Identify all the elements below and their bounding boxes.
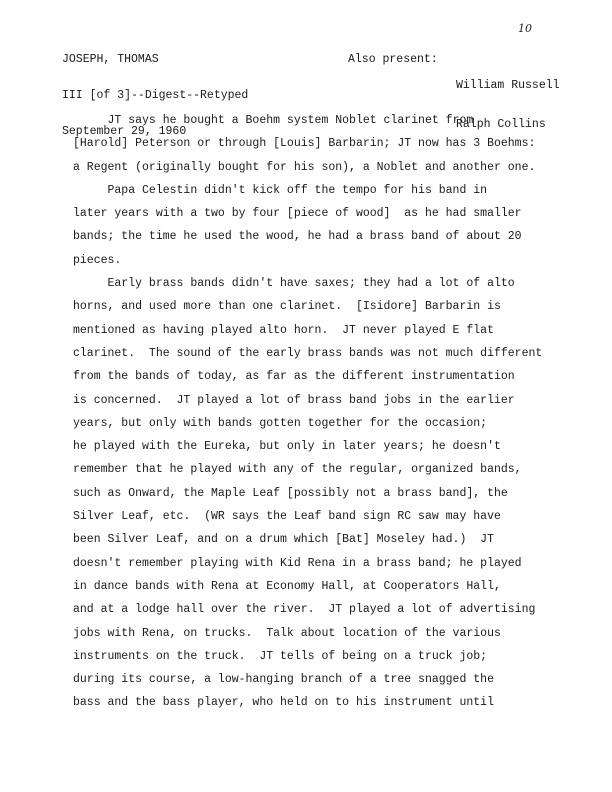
text-line: JT says he bought a Boehm system Noblet clarinet from bbox=[73, 114, 474, 127]
text-line: years, but only with bands gotten together for the occasion; bbox=[73, 416, 488, 430]
text-line: pieces. bbox=[73, 253, 122, 267]
attendee-name: William Russell bbox=[456, 79, 560, 92]
text-line: such as Onward, the Maple Leaf [possibly not a brass band], the bbox=[73, 486, 508, 500]
text-line: bass and the bass player, who held on to his instrument until bbox=[73, 696, 494, 710]
text-line: [Harold] Peterson or through [Louis] Barbarin; JT now has 3 Boehms: bbox=[73, 137, 536, 151]
text-line: and at a lodge hall over the river. JT played a lot of advertising bbox=[73, 603, 536, 617]
transcript-body bbox=[73, 109, 573, 715]
text-line: later years with a two by four [piece of wood] as he had smaller bbox=[73, 207, 522, 221]
text-line: remember that he played with any of the regular, organized bands, bbox=[73, 463, 522, 477]
also-present-label: Also present: bbox=[348, 53, 438, 66]
interview-date: September 29, 1960 bbox=[62, 125, 187, 138]
text-line: bands; the time he used the wood, he had a brass band of about 20 bbox=[73, 230, 522, 244]
text-line: is concerned. JT played a lot of brass band jobs in the earlier bbox=[73, 393, 515, 407]
text-line: Early brass bands didn't have saxes; they had a lot of alto bbox=[73, 277, 515, 291]
text-line: Silver Leaf, etc. (WR says the Leaf band sign RC saw may have bbox=[73, 510, 501, 524]
text-line: from the bands of today, as far as the different instrumentation bbox=[73, 370, 515, 384]
text-line: Papa Celestin didn't kick off the tempo for his band in bbox=[73, 183, 488, 197]
text-line: a Regent (originally bought for his son), a Noblet and another one. bbox=[73, 160, 536, 174]
reel-label: III [of 3]--Digest--Retyped bbox=[62, 89, 249, 102]
also-present-block bbox=[348, 53, 560, 131]
text-line: mentioned as having played alto horn. JT never played E flat bbox=[73, 323, 494, 337]
text-line: he played with the Eureka, but only in later years; he doesn't bbox=[73, 440, 501, 454]
page-number: 10 bbox=[518, 22, 532, 35]
text-line: in dance bands with Rena at Economy Hall, at Cooperators Hall, bbox=[73, 579, 501, 593]
text-line: clarinet. The sound of the early brass bands was not much different bbox=[73, 346, 543, 360]
text-line: been Silver Leaf, and on a drum which [Bat] Moseley had.) JT bbox=[73, 533, 494, 547]
text-line: during its course, a low-hanging branch of a tree snagged the bbox=[73, 673, 494, 687]
text-line: horns, and used more than one clarinet. [Isidore] Barbarin is bbox=[73, 300, 501, 314]
text-line: jobs with Rena, on trucks. Talk about location of the various bbox=[73, 626, 501, 640]
interviewee-name: JOSEPH, THOMAS bbox=[62, 53, 159, 66]
text-line: instruments on the truck. JT tells of being on a truck job; bbox=[73, 649, 488, 663]
text-line: doesn't remember playing with Kid Rena in a brass band; he played bbox=[73, 556, 522, 570]
attendee-name: Ralph Collins bbox=[456, 118, 546, 131]
